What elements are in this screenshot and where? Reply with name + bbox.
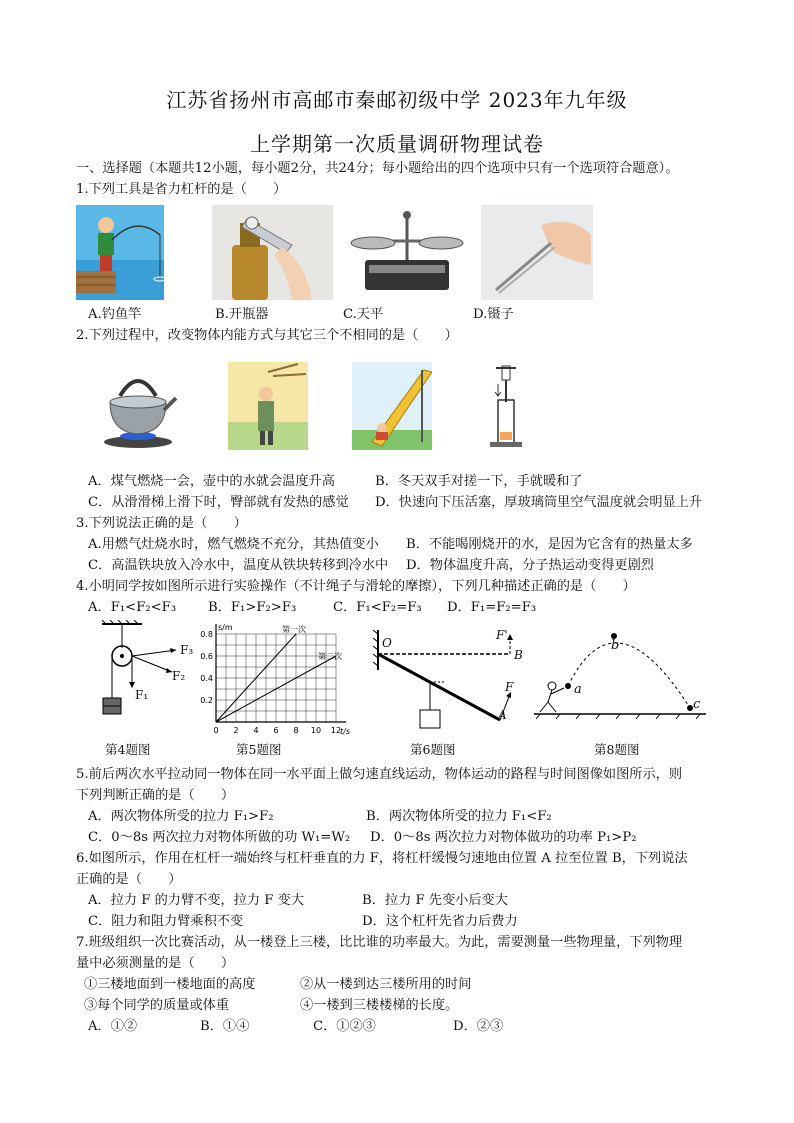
fig4-label-f3: F₃ [180,643,194,657]
x-tick-label: 10 [310,726,322,735]
q2-option-c[interactable]: C．从滑滑梯上滑下时，臀部就有发热的感觉 [88,495,349,510]
q6-option-d[interactable]: D．这个杠杆先省力后费力 [362,914,518,929]
q4-option-b[interactable]: B．F₁>F₂>F₃ [208,600,297,615]
fig8-caption: 第8题图 [594,742,640,757]
q5-option-d[interactable]: D．0～8s 两次拉力对物体做功的功率 P₁>P₂ [370,830,637,845]
x-tick-label: 2 [233,726,239,735]
q7-item-1: ①三楼地面到一楼地面的高度 [84,977,256,992]
q5-option-b[interactable]: B．两次物体所受的拉力 F₁<F₂ [366,809,552,824]
fig6-label-f-prime: F' [496,628,508,642]
q6-stem-line1: 6.如图所示，作用在杠杆一端始终与杠杆垂直的力 F，将杠杆缓慢匀速地由位置 A 拉至位置 B，下列说法 [76,851,688,866]
fig6-label-f: F [505,680,514,694]
q5-option-a[interactable]: A．两次物体所受的拉力 F₁>F₂ [88,809,274,824]
q7-item-2: ②从一楼到达三楼所用的时间 [300,977,472,992]
q7-option-b[interactable]: B．①④ [200,1019,250,1034]
slide-image [352,362,432,450]
q2-stem: 2.下列过程中，改变物体内能方式与其它三个不相同的是（ ） [76,328,458,343]
q3-option-d[interactable]: D．物体温度升高，分子热运动变得更剧烈 [406,558,654,573]
y-tick-label: 0.6 [200,652,213,661]
q7-option-d[interactable]: D．②③ [453,1019,504,1034]
tweezers-image [481,205,593,300]
q3-stem: 3.下列说法正确的是（ ） [76,516,247,531]
x-tick-label: 6 [273,726,279,735]
x-tick-label: 12 [330,726,342,735]
y-tick-label: 0.8 [200,630,213,639]
q7-stem-line2: 量中必须测量的是（ ） [76,956,235,971]
q4-option-a[interactable]: A．F₁<F₂<F₃ [88,600,177,615]
q6-option-b[interactable]: B．拉力 F 先变小后变大 [362,893,508,908]
fig4-label-f2: F₂ [172,669,186,683]
q3-option-b[interactable]: B．不能喝刚烧开的水，是因为它含有的热量太多 [406,537,693,552]
q7-option-a[interactable]: A．①② [88,1019,138,1034]
fig6-label-b: B [514,648,523,662]
figure-5-chart [196,618,356,738]
q3-option-c[interactable]: C．高温铁块放入冷水中，温度从铁块转移到冷水中 [88,558,389,573]
y-tick-label: 0.2 [200,696,213,705]
fig6-label-a: A [498,708,507,722]
fig8-label-b: b [611,638,620,653]
fishing-rod-image [76,205,164,300]
paper-title-line2: 上学期第一次质量调研物理试卷 [250,132,544,156]
q1-option-c[interactable]: C.天平 [343,307,384,322]
bottle-opener-image [212,205,333,300]
q7-option-c[interactable]: C．①②③ [313,1019,376,1034]
fig6-label-o: O [382,636,392,650]
figure-8-trajectory [530,626,710,721]
q6-stem-line2: 正确的是（ ） [76,872,182,887]
series-label-2: 第二次 [318,652,342,661]
q1-option-b[interactable]: B.开瓶器 [215,307,269,322]
q1-stem: 1.下列工具是省力杠杆的是（ ） [76,182,287,197]
x-tick-label: 8 [293,726,299,735]
section-heading: 一、选择题（本题共12小题，每小题2分，共24分；每小题给出的四个选项中只有一个选项符合题意）。 [76,161,679,176]
q2-option-d[interactable]: D．快速向下压活塞，厚玻璃筒里空气温度就会明显上升 [375,495,703,510]
fig4-caption: 第4题图 [105,742,151,757]
q7-stem-line1: 7.班级组织一次比赛活动，从一楼登上三楼，比比谁的功率最大。为此，需要测量一些物理量，下列物理 [76,935,683,950]
q6-option-a[interactable]: A．拉力 F 的力臂不变，拉力 F 变大 [88,893,305,908]
fig8-label-a: a [574,682,582,697]
balance-scale-image [345,205,468,300]
fig4-label-f1: F₁ [135,688,149,702]
paper-title-line1: 江苏省扬州市高邮市秦邮初级中学 2023年九年级 [166,88,628,112]
fig5-caption: 第5题图 [236,742,282,757]
q2-option-b[interactable]: B．冬天双手对搓一下，手就暖和了 [375,474,583,489]
kettle-on-stove-image [98,362,178,450]
x-tick-label: 0 [213,726,219,735]
piston-cylinder-image [476,362,536,450]
q1-option-a[interactable]: A.钓鱼竿 [88,307,142,322]
y-axis-label: s/m [218,623,233,632]
q3-option-a[interactable]: A.用燃气灶烧水时，燃气燃烧不充分，其热值变小 [88,537,379,552]
q6-option-c[interactable]: C．阻力和阻力臂乘积不变 [88,914,244,929]
q7-item-3: ③每个同学的质量或体重 [84,998,230,1013]
q5-stem-line1: 5.前后两次水平拉动同一物体在同一水平面上做匀速直线运动，物体运动的路程与时间图像如图所示，则 [76,767,683,782]
fig6-caption: 第6题图 [410,742,456,757]
q1-option-d[interactable]: D.镊子 [473,307,514,322]
x-tick-label: 4 [253,726,259,735]
q5-stem-line2: 下列判断正确的是（ ） [76,788,235,803]
rubbing-hands-image [228,362,308,450]
q5-option-c[interactable]: C．0～8s 两次拉力对物体所做的功 W₁=W₂ [88,830,351,845]
q4-option-d[interactable]: D．F₁=F₂=F₃ [447,600,537,615]
y-tick-label: 0.4 [200,674,213,683]
x-axis-label: t/s [340,727,350,736]
q2-option-a[interactable]: A．煤气燃烧一会，壶中的水就会温度升高 [88,474,335,489]
q7-item-4: ④一楼到三楼楼梯的长度。 [300,998,459,1013]
q4-option-c[interactable]: C．F₁<F₂=F₃ [333,600,422,615]
series-label-1: 第一次 [282,625,306,634]
q4-stem: 4.小明同学按如图所示进行实验操作（不计绳子与滑轮的摩擦），下列几种描述正确的是（ ） [76,579,636,594]
fig8-label-c: c [693,697,701,712]
